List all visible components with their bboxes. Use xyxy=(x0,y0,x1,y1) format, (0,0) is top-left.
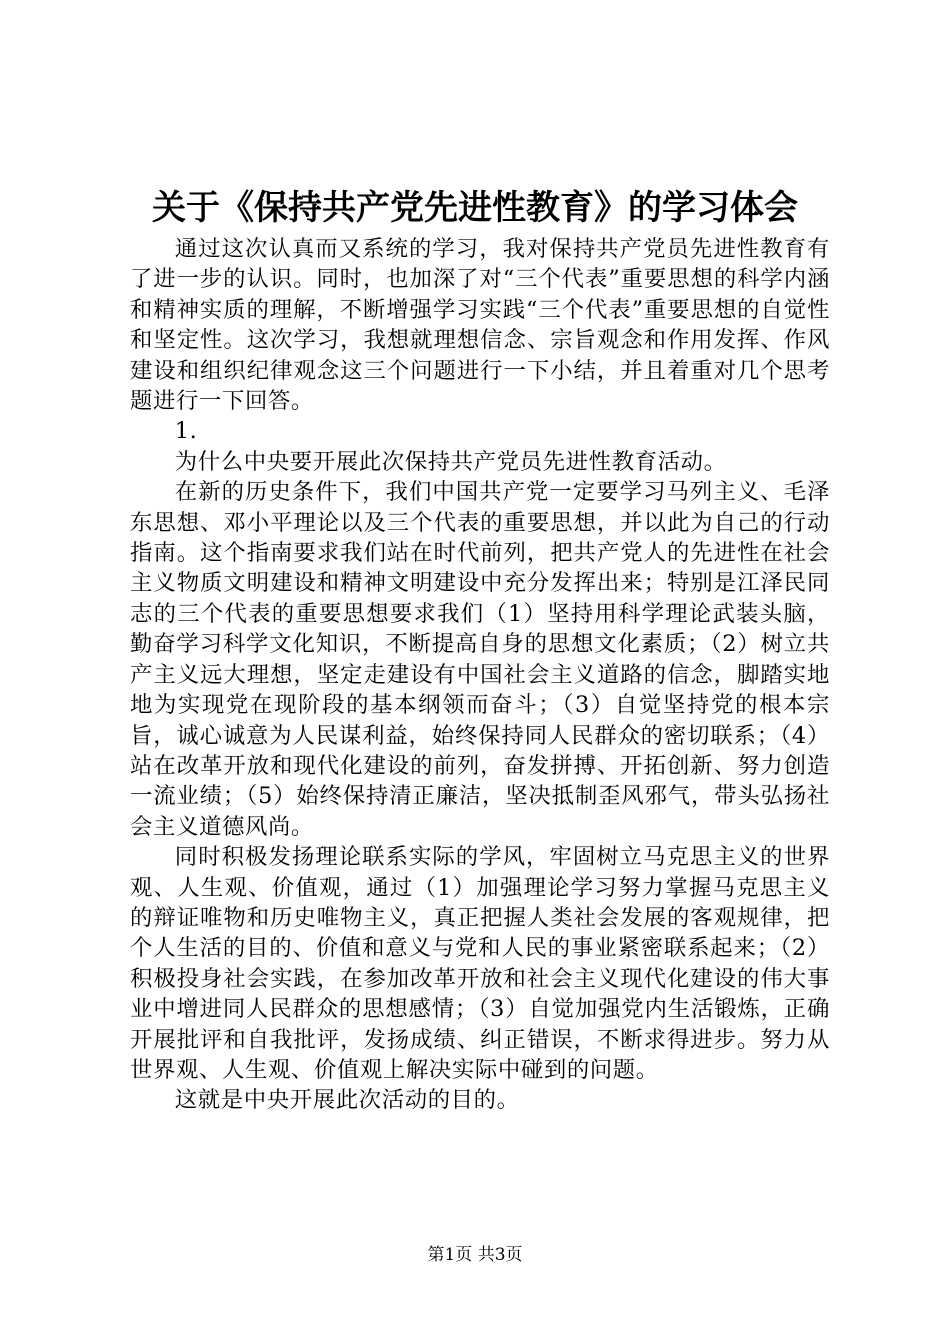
paragraph-number: 1. xyxy=(174,418,198,445)
paragraph-study-style: 同时积极发扬理论联系实际的学风，牢固树立马克思主义的世界观、人生观、价值观，通过（1）加强理论学习努力掌握马克思主义的辩证唯物和历史唯物主义，真正把握人类社会发展的客观规律，把个人生活的目的、价值和意义与党和人民的事业紧密联系起来；（2）积极投身社会实践，在参加改革开放和社会主义现代化建设的伟大事业中增进同人民群众的思想感情；（3）自觉加强党内生活锻炼，正确开展批评和自我批评，发扬成绩、纠正错误，不断求得进步。努力从世界观、人生观、价值观上解决实际中碰到的问题。 xyxy=(130,844,830,1083)
paragraph-intro: 通过这次认真而又系统的学习，我对保持共产党员先进性教育有了进一步的认识。同时，也加深了对“三个代表”重要思想的科学内涵和精神实质的理解，不断增强学习实践“三个代表”重要思想的自觉性和坚定性。这次学习，我想就理想信念、宗旨观念和作用发挥、作风建设和组织纪律观念这三个问题进行一下小结，并且着重对几个思考题进行一下回答。 xyxy=(130,236,830,415)
paragraph-answer: 在新的历史条件下，我们中国共产党一定要学习马列主义、毛泽东思想、邓小平理论以及三个代表的重要思想，并以此为自己的行动指南。这个指南要求我们站在时代前列，把共产党人的先进性在社会主义物质文明建设和精神文明建设中充分发挥出来；特别是江泽民同志的三个代表的重要思想要求我们（1）坚持用科学理论武装头脑，勤奋学习科学文化知识，不断提高自身的思想文化素质；（2）树立共产主义远大理想，坚定走建设有中国社会主义道路的信念，脚踏实地地为实现党在现阶段的基本纲领而奋斗；（3）自觉坚持党的根本宗旨，诚心诚意为人民谋利益，始终保持同人民群众的密切联系；（4）站在改革开放和现代化建设的前列，奋发拼搏、开拓创新、努力创造一流业绩；（5）始终保持清正廉洁，坚决抵制歪风邪气，带头弘扬社会主义道德风尚。 xyxy=(130,479,830,840)
paragraph-conclusion: 这就是中央开展此次活动的目的。 xyxy=(174,1087,520,1114)
page-indicator: 第1页 共3页 xyxy=(427,1245,523,1265)
document-body xyxy=(130,234,830,1116)
document-title: 关于《保持共产党先进性教育》的学习体会 xyxy=(152,188,798,228)
paragraph-question: 为什么中央要开展此次保持共产党员先进性教育活动。 xyxy=(174,448,727,475)
